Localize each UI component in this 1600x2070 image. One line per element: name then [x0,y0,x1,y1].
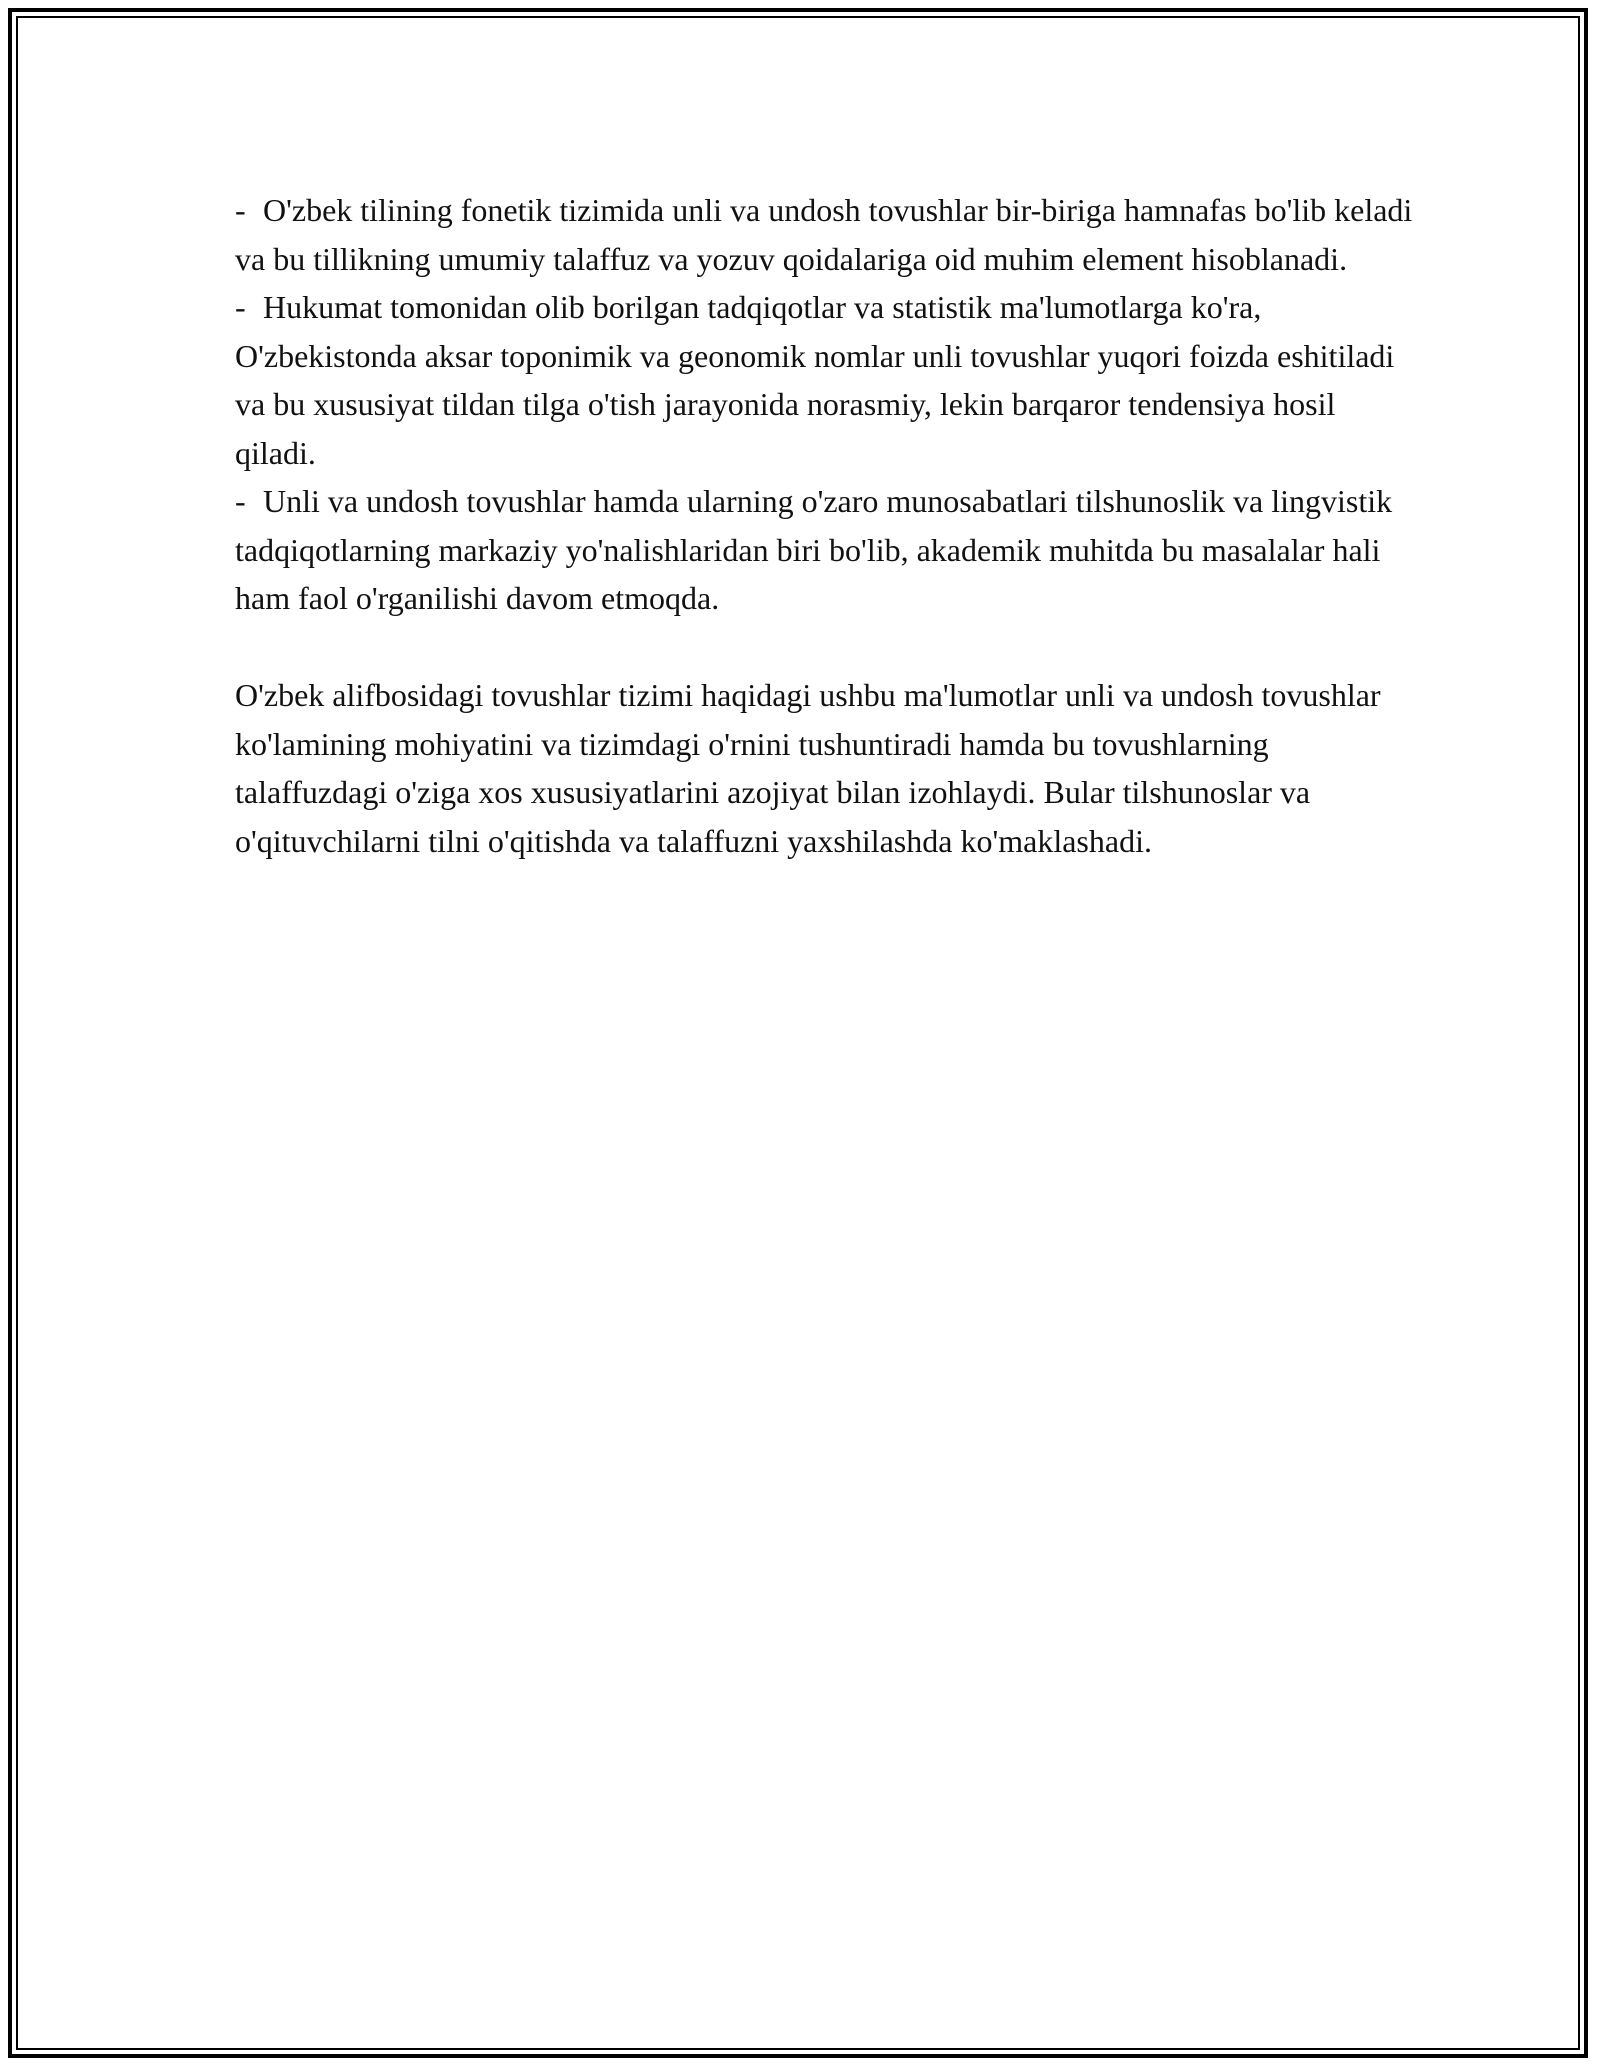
bullet-text: Unli va undosh tovushlar hamda ularning o'zaro munosabatlari tilshunoslik va lingvistik tadqiqotlarning markaziy yo'nalishlaridan biri bo'lib, akademik muhitda bu masalalar hali ham faol o'rganilishi davom etmoqda. [235,483,1401,616]
bullet-item [235,186,1421,283]
bullet-item [235,477,1415,623]
bullet-text: O'zbek tilining fonetik tizimida unli va undosh tovushlar bir-biriga hamnafas bo'lib keladi va bu tillikning umumiy talaffuz va yozuv qoidalariga oid muhim element hisoblanadi. [235,192,1421,277]
bullet-text: Hukumat tomonidan olib borilgan tadqiqotlar va statistik ma'lumotlarga ko'ra, O'zbekistonda aksar toponimik va geonomik nomlar unli tovushlar yuqori foizda eshitiladi va bu xususiyat tildan tilga o'tish jarayonida norasmiy, lekin barqaror tendensiya hosil qiladi. [235,289,1403,471]
bullet-item [235,283,1415,477]
bullet-marker: - [235,289,246,325]
document-body [235,186,1421,865]
bullet-marker: - [235,192,246,228]
summary-paragraph: O'zbek alifbosidagi tovushlar tizimi haqidagi ushbu ma'lumotlar unli va undosh tovushlar ko'lamining mohiyatini va tizimdagi o'rnini tushuntiradi hamda bu tovushlarning talaffuzdagi o'ziga xos xususiyatlarini azojiyat bilan izohlaydi. Bular tilshunoslar va o'qituvchilarni tilni o'qitishda va talaffuzni yaxshilashda ko'maklashadi. [235,677,1381,859]
bullet-marker: - [235,483,246,519]
